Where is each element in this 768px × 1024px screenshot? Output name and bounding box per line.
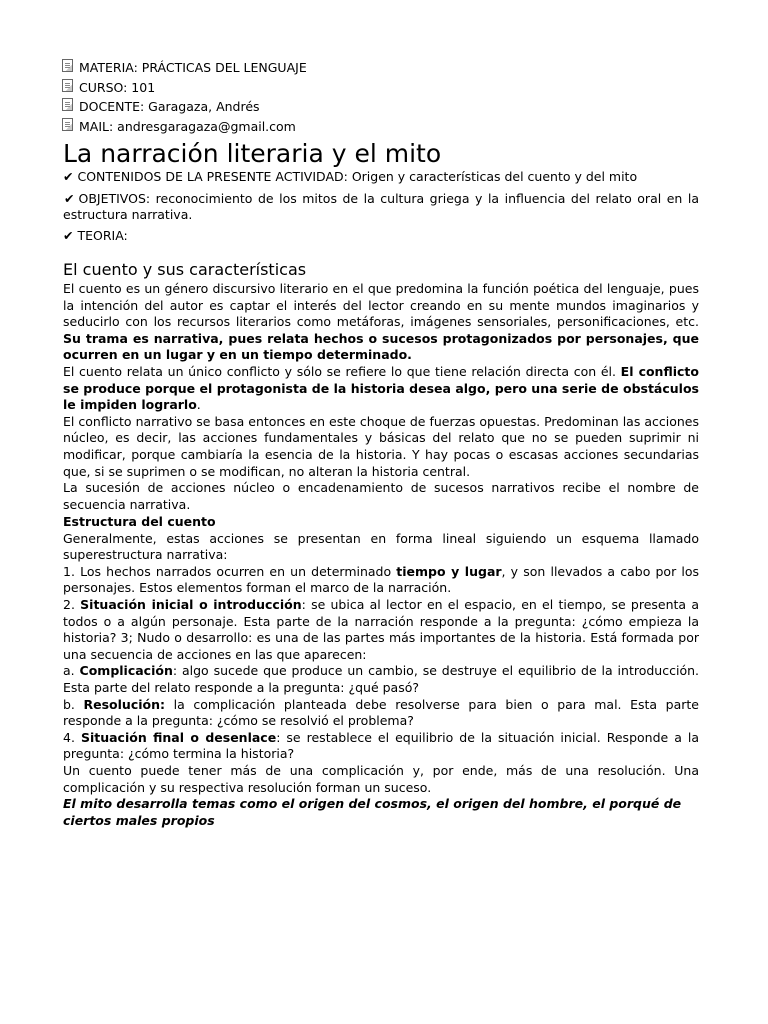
estructura-item-1	[63, 564, 699, 597]
item2-a: 2.	[63, 596, 81, 612]
header-mail-text: MAIL: andresgaragaza@gmail.com	[79, 118, 296, 134]
estructura-item-4	[63, 730, 699, 763]
item4-b: Situación final o desenlace	[80, 729, 277, 745]
estructura-heading	[63, 514, 699, 531]
itema-a: a.	[63, 663, 80, 679]
objetivos-text: OBJETIVOS: reconocimiento de los mitos de la cultura griega y la influencia del relato oral en la estructura narrativa.	[63, 190, 699, 223]
estructura-heading-text: Estructura del cuento	[63, 514, 216, 529]
teoria-text: TEORIA:	[77, 227, 128, 243]
checkmark-icon: ✔	[63, 169, 74, 184]
header-item-docente	[62, 97, 307, 117]
conflicto-text: El cuento relata un único conflicto y sólo se refiere lo que tiene relación directa con él.	[63, 363, 621, 379]
header-item-curso	[62, 78, 307, 98]
document-bullet-icon	[62, 79, 73, 92]
document-bullet-icon	[62, 98, 73, 111]
checkmark-icon: ✔	[64, 190, 75, 206]
paragraph-secuencia: La sucesión de acciones núcleo o encadenamiento de sucesos narrativos recibe el nombre de secuencia narrativa.	[63, 480, 699, 512]
section-cuento-body	[63, 281, 699, 513]
definicion-bold: Su trama es narrativa, pues relata hechos o sucesos protagonizados por personajes, que ocurren en un lugar y en un tiempo determinado.	[63, 330, 699, 363]
contenidos-text: CONTENIDOS DE LA PRESENTE ACTIVIDAD: Origen y características del cuento y del mito	[77, 169, 638, 184]
checklist	[63, 169, 699, 244]
section-estructura-body	[63, 514, 699, 829]
itema-c: : algo sucede que produce un cambio, se destruye el equilibrio de la introducción. Esta parte del relato responde a la pregunta: ¿qué pasó?	[63, 663, 699, 695]
itemb-b: Resolución:	[83, 696, 165, 712]
header-curso-text: CURSO: 101	[79, 79, 156, 95]
estructura-item-a	[63, 663, 699, 696]
item2-c: : se ubica al lector en el espacio, en el tiempo, se presenta a todos o a algún personaje. Esta parte de la narración responde a la pregunta: ¿cómo empieza la historia? 3; Nudo o desarrollo: es una de las partes más importantes de la historia. Está formada por una secuencia de acciones en las que aparecen:	[63, 596, 699, 662]
checklist-contenidos	[63, 169, 699, 186]
item1-a: 1. Los hechos narrados ocurren en un determinado	[63, 563, 397, 579]
mito-text: El mito desarrolla temas como el origen del cosmos, el origen del hombre, el porqué de ciertos males propios	[63, 796, 682, 828]
paragraph-definicion	[63, 281, 699, 364]
estructura-item-b	[63, 697, 699, 730]
document-bullet-icon	[62, 59, 73, 72]
header-item-materia	[62, 58, 307, 78]
itemb-a: b.	[63, 696, 84, 712]
checkmark-icon: ✔	[63, 227, 74, 243]
header-list	[62, 58, 307, 136]
item4-a: 4.	[63, 729, 81, 745]
header-docente-text: DOCENTE: Garagaza, Andrés	[79, 99, 260, 114]
item2-b: Situación inicial o introducción	[80, 596, 302, 612]
paragraph-acciones: El conflicto narrativo se basa entonces en este choque de fuerzas opuestas. Predominan las acciones núcleo, es decir, las acciones fundamentales y básicas del relato que no se pueden suprimir ni modificar, porque cambiaría la esencia de la historia. Y hay pocas o escasas acciones secundarias que, si se suprimen o se modifican, no alteran la historia central.	[63, 413, 699, 479]
itemb-c: la complicación planteada debe resolverse para bien o para mal. Esta parte responde a la pregunta: ¿cómo se resolvió el problema?	[63, 696, 699, 729]
estructura-intro: Generalmente, estas acciones se presentan en forma lineal siguiendo un esquema llamado superestructura narrativa:	[63, 530, 699, 563]
item1-b: tiempo y lugar	[396, 563, 502, 579]
checklist-objetivos	[63, 191, 699, 224]
mito-line	[63, 796, 699, 829]
estructura-suceso: Un cuento puede tener más de una complicación y, por ende, más de una resolución. Una complicación y su respectiva resolución forman un suceso.	[63, 762, 699, 795]
conflicto-bold: El conflicto se produce porque el protagonista de la historia desea algo, pero una serie de obstáculos le impiden lograrlo	[63, 363, 699, 413]
definicion-text: El cuento es un género discursivo literario en el que predomina la función poética del lenguaje, pues la intención del autor es captar el interés del lector creando en su mente mundos imaginarios y seducirlo con los recursos literarios como metáforas, imágenes sensoriales, personificaciones, etc.	[63, 281, 699, 330]
itema-b: Complicación	[79, 663, 173, 679]
paragraph-conflicto	[63, 364, 699, 414]
item4-c: : se restablece el equilibrio de la situación inicial. Responde a la pregunta: ¿cómo termina la historia?	[63, 729, 700, 762]
header-item-mail	[62, 117, 307, 137]
conflicto-end: .	[196, 397, 201, 413]
estructura-item-2	[63, 597, 699, 663]
item1-c: , y son llevados a cabo por los personajes. Estos elementos forman el marco de la narración.	[63, 563, 700, 596]
section-heading-cuento: El cuento y sus características	[63, 260, 307, 279]
header-materia-text: MATERIA: PRÁCTICAS DEL LENGUAJE	[79, 60, 307, 75]
document-bullet-icon	[62, 118, 73, 131]
checklist-teoria	[63, 228, 699, 245]
document-title: La narración literaria y el mito	[63, 139, 442, 168]
